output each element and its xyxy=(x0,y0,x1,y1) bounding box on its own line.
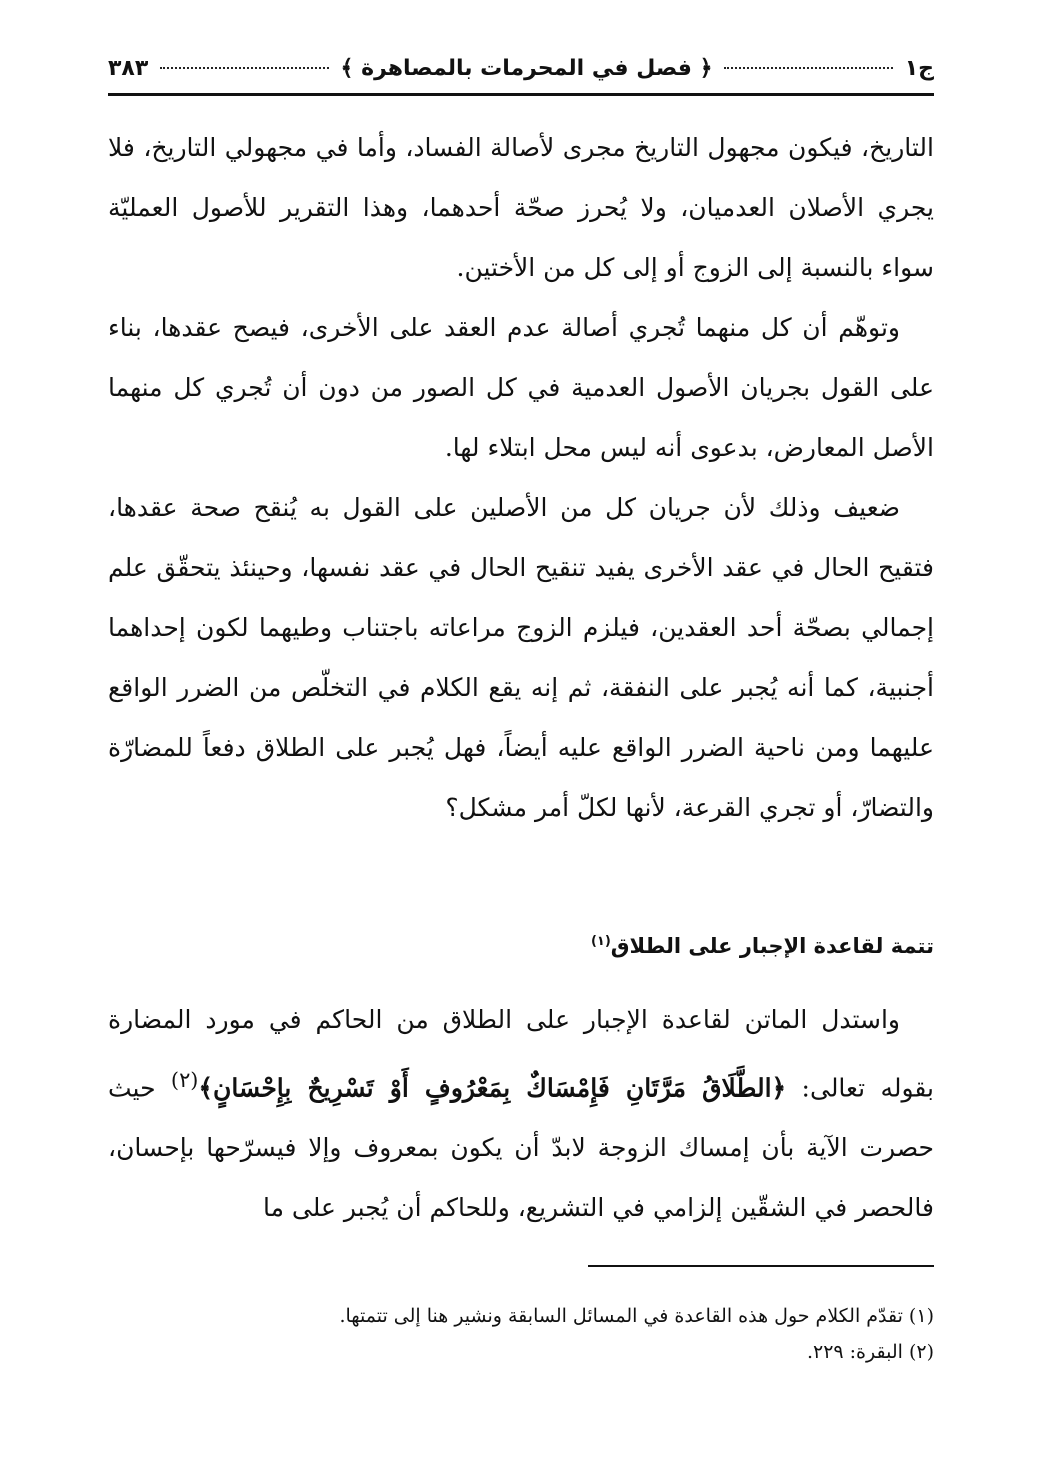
chapter-title: ﴿ فصل في المحرمات بالمصاهرة ﴾ xyxy=(340,55,713,81)
header-dots-leader-2 xyxy=(160,67,328,69)
section-text-after-verse: حيث حصرت الآية بأن إمساك الزوجة لابدّ أن يكون بمعروف وإلا فيسرّحها بإحسان، فالحصر في الشقّين إلزامي في التشريع، وللحاكم أن يُجبر على ما xyxy=(108,1073,934,1223)
section-heading-text: تتمة لقاعدة الإجبار على الطلاق xyxy=(610,934,934,958)
volume-label: ج١ xyxy=(904,55,934,81)
paragraph-1: التاريخ، فيكون مجهول التاريخ مجرى لأصالة الفساد، وأما في مجهولي التاريخ، فلا يجري الأصلان العدميان، ولا يُحرز صحّة أحدهما، وهذا التقرير للأصول العمليّة سواء بالنسبة إلى الزوج أو إلى كل من الأختين. xyxy=(108,133,934,282)
footnote-separator xyxy=(588,1265,934,1267)
quran-verse: ﴿الطَّلَاقُ مَرَّتَانِ فَإِمْسَاكٌ بِمَعْرُوفٍ أَوْ تَسْرِيحٌ بِإِحْسَانٍ﴾ xyxy=(198,1073,787,1103)
section-heading xyxy=(108,934,934,958)
page-number: ٣٨٣ xyxy=(108,55,149,81)
verse-footnote-ref: (٢) xyxy=(170,1068,199,1092)
section-heading-footnote-ref: (١) xyxy=(590,934,611,949)
header-dots-leader xyxy=(724,67,892,69)
section-body xyxy=(108,990,934,1238)
section-text-before-verse: واستدل الماتن لقاعدة الإجبار على الطلاق من الحاكم في مورد المضارة بقوله تعالى: xyxy=(108,1005,934,1103)
section-paragraph xyxy=(108,990,934,1238)
footnote-1: (١) تقدّم الكلام حول هذه القاعدة في المسائل السابقة ونشير هنا إلى تتمتها. xyxy=(339,1305,934,1327)
footnotes xyxy=(108,1298,934,1370)
main-body xyxy=(108,118,934,838)
paragraph-3: ضعيف وذلك لأن جريان كل من الأصلين على القول به يُنقح صحة عقدها، فتقيح الحال في عقد الأخرى يفيد تنقيح الحال في عقد نفسها، وحينئذ يتحقّق علم إجمالي بصحّة أحد العقدين، فيلزم الزوج مراعاته باجتناب وطيهما لكون إحداهما أجنبية، كما أنه يُجبر على النفقة، ثم إنه يقع الكلام في التخلّص من الضرر الواقع عليهما ومن ناحية الضرر الواقع عليه أيضاً، فهل يُجبر على الطلاق دفعاً للمضارّة والتضارّ، أو تجري القرعة، لأنها لكلّ أمر مشكل؟ xyxy=(108,493,934,822)
footnote-2: (٢) البقرة: ٢٢٩. xyxy=(806,1341,934,1363)
paragraph-2: وتوهّم أن كل منهما تُجري أصالة عدم العقد على الأخرى، فيصح عقدها، بناء على القول بجريان الأصول العدمية في كل الصور من دون أن تُجري كل منهما الأصل المعارض، بدعوى أنه ليس محل ابتلاء لها. xyxy=(108,313,934,462)
page-header xyxy=(108,44,934,92)
header-rule xyxy=(108,93,934,96)
